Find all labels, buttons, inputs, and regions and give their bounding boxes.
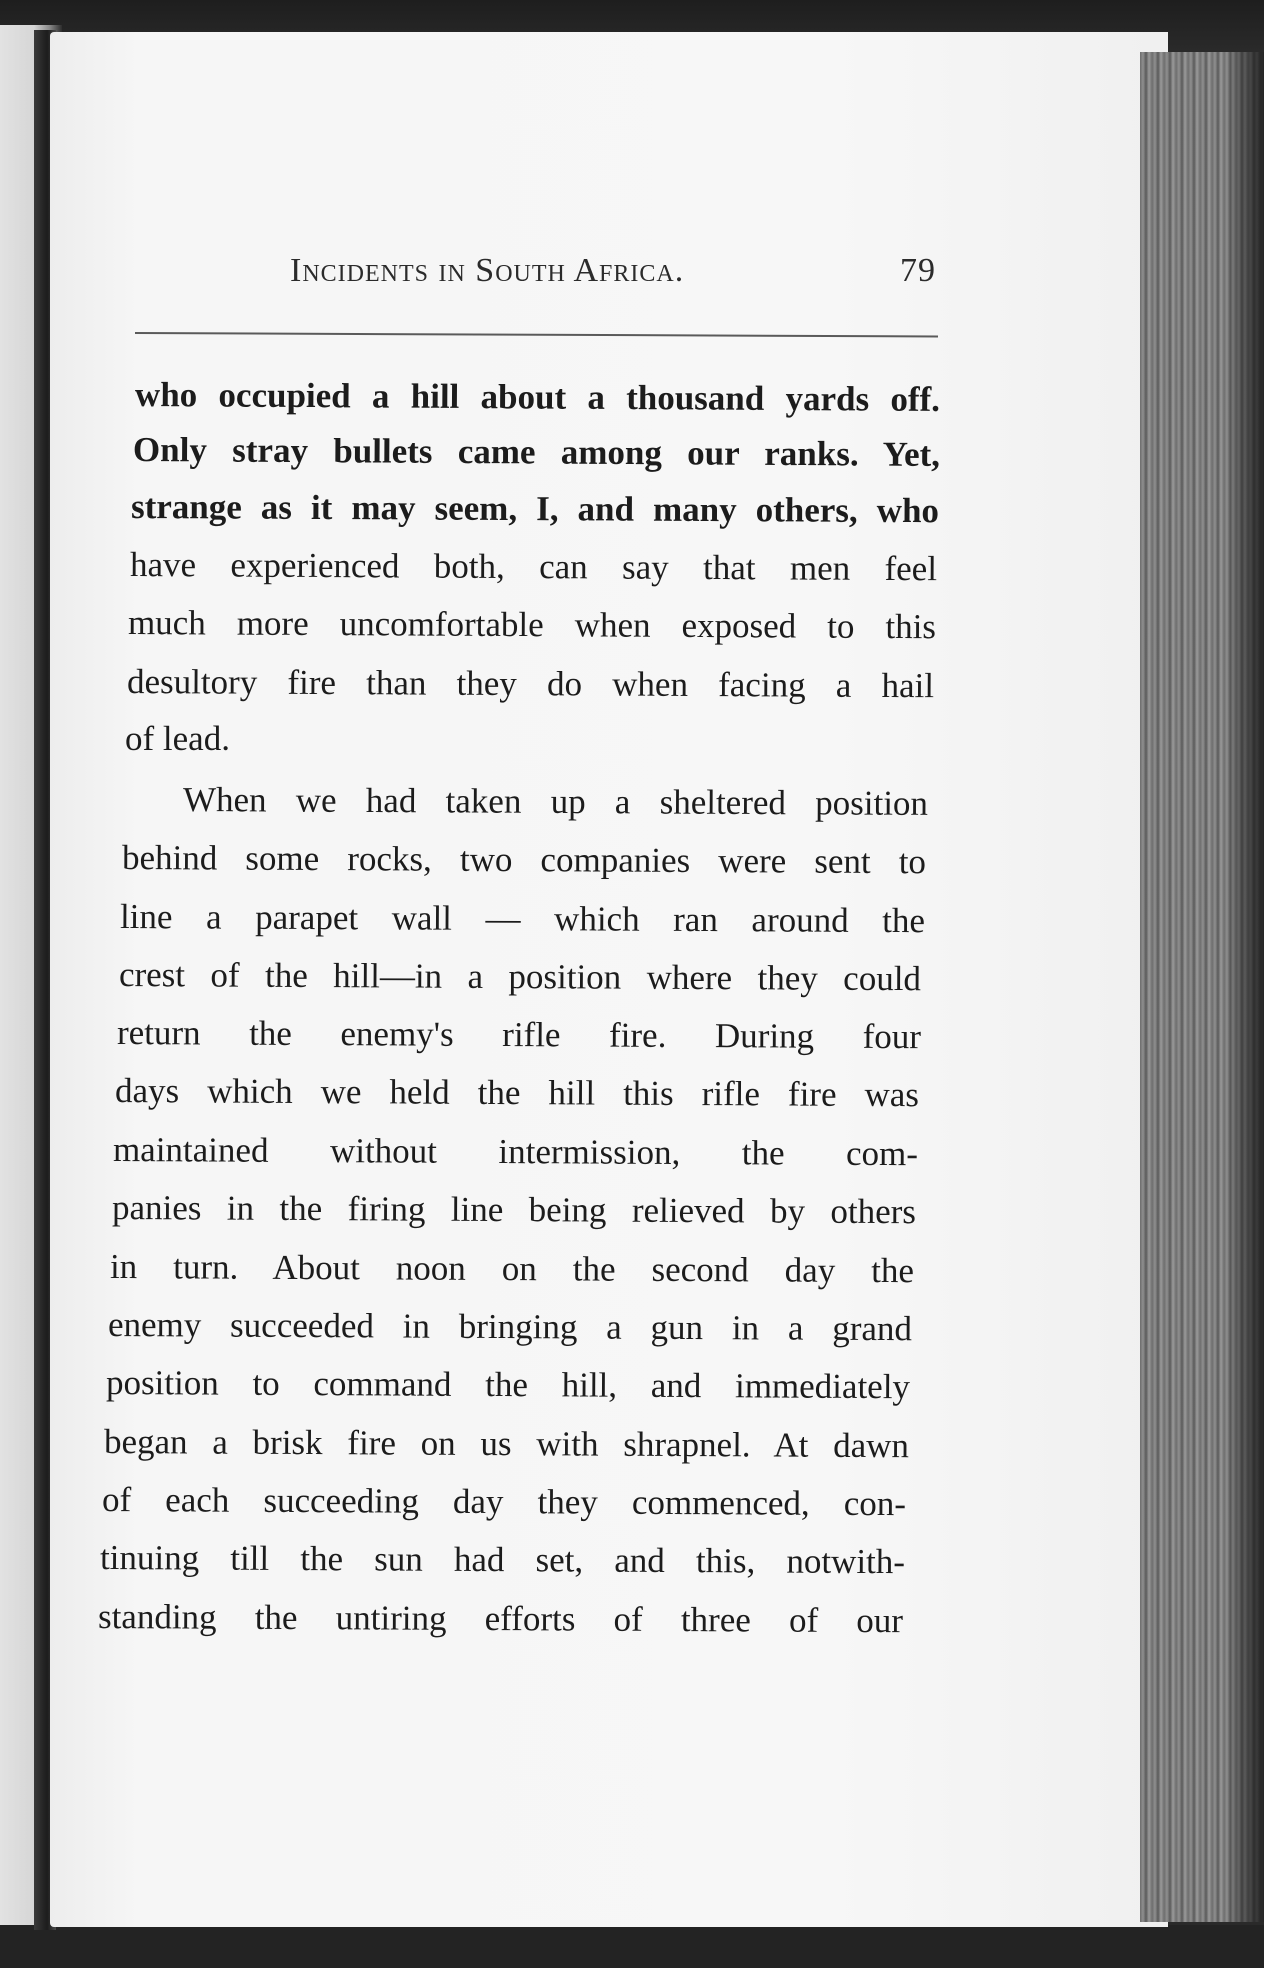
- text-line: enemy succeeded in bringing a gun in a grand: [107, 1305, 913, 1349]
- text-line: standing the untiring efforts of three of our: [97, 1597, 904, 1641]
- text-line: Only stray bullets came among our ranks. Yet,: [132, 430, 941, 474]
- text-line: tinuing till the sun had set, and this, notwith-: [99, 1538, 906, 1582]
- text-line: panies in the firing line being relieved by others: [111, 1188, 917, 1232]
- text-line: in turn. About noon on the second day the: [109, 1247, 915, 1291]
- text-line: who occupied a hill about a thousand yards off.: [134, 375, 941, 419]
- text-line: When we had taken up a sheltered position: [182, 780, 929, 823]
- text-line: return the enemy's rifle fire. During four: [116, 1013, 922, 1057]
- text-line: crest of the hill—in a position where they could: [118, 955, 922, 999]
- text-line: have experienced both, can say that men feel: [129, 545, 938, 589]
- text-line: much more uncomfortable when exposed to this: [127, 603, 937, 647]
- text-line: behind some rocks, two companies were sent to: [121, 838, 927, 882]
- running-head-title: Incidents in South Africa.: [290, 252, 685, 289]
- text-line: strange as it may seem, I, and many others, who: [130, 487, 940, 531]
- page-number: 79: [900, 252, 936, 289]
- text-line: position to command the hill, and immediately: [105, 1363, 911, 1407]
- text-line: maintained without intermission, the com-: [112, 1130, 919, 1174]
- text-line: days which we held the hill this rifle fire was: [114, 1071, 920, 1115]
- text-line: of each succeeding day they commenced, con-: [101, 1480, 907, 1524]
- text-line: line a parapet wall — which ran around the: [119, 897, 926, 941]
- text-line: desultory fire than they do when facing a hail: [126, 662, 935, 706]
- text-line: of lead.: [125, 719, 230, 758]
- text-line: began a brisk fire on us with shrapnel. At dawn: [103, 1422, 910, 1466]
